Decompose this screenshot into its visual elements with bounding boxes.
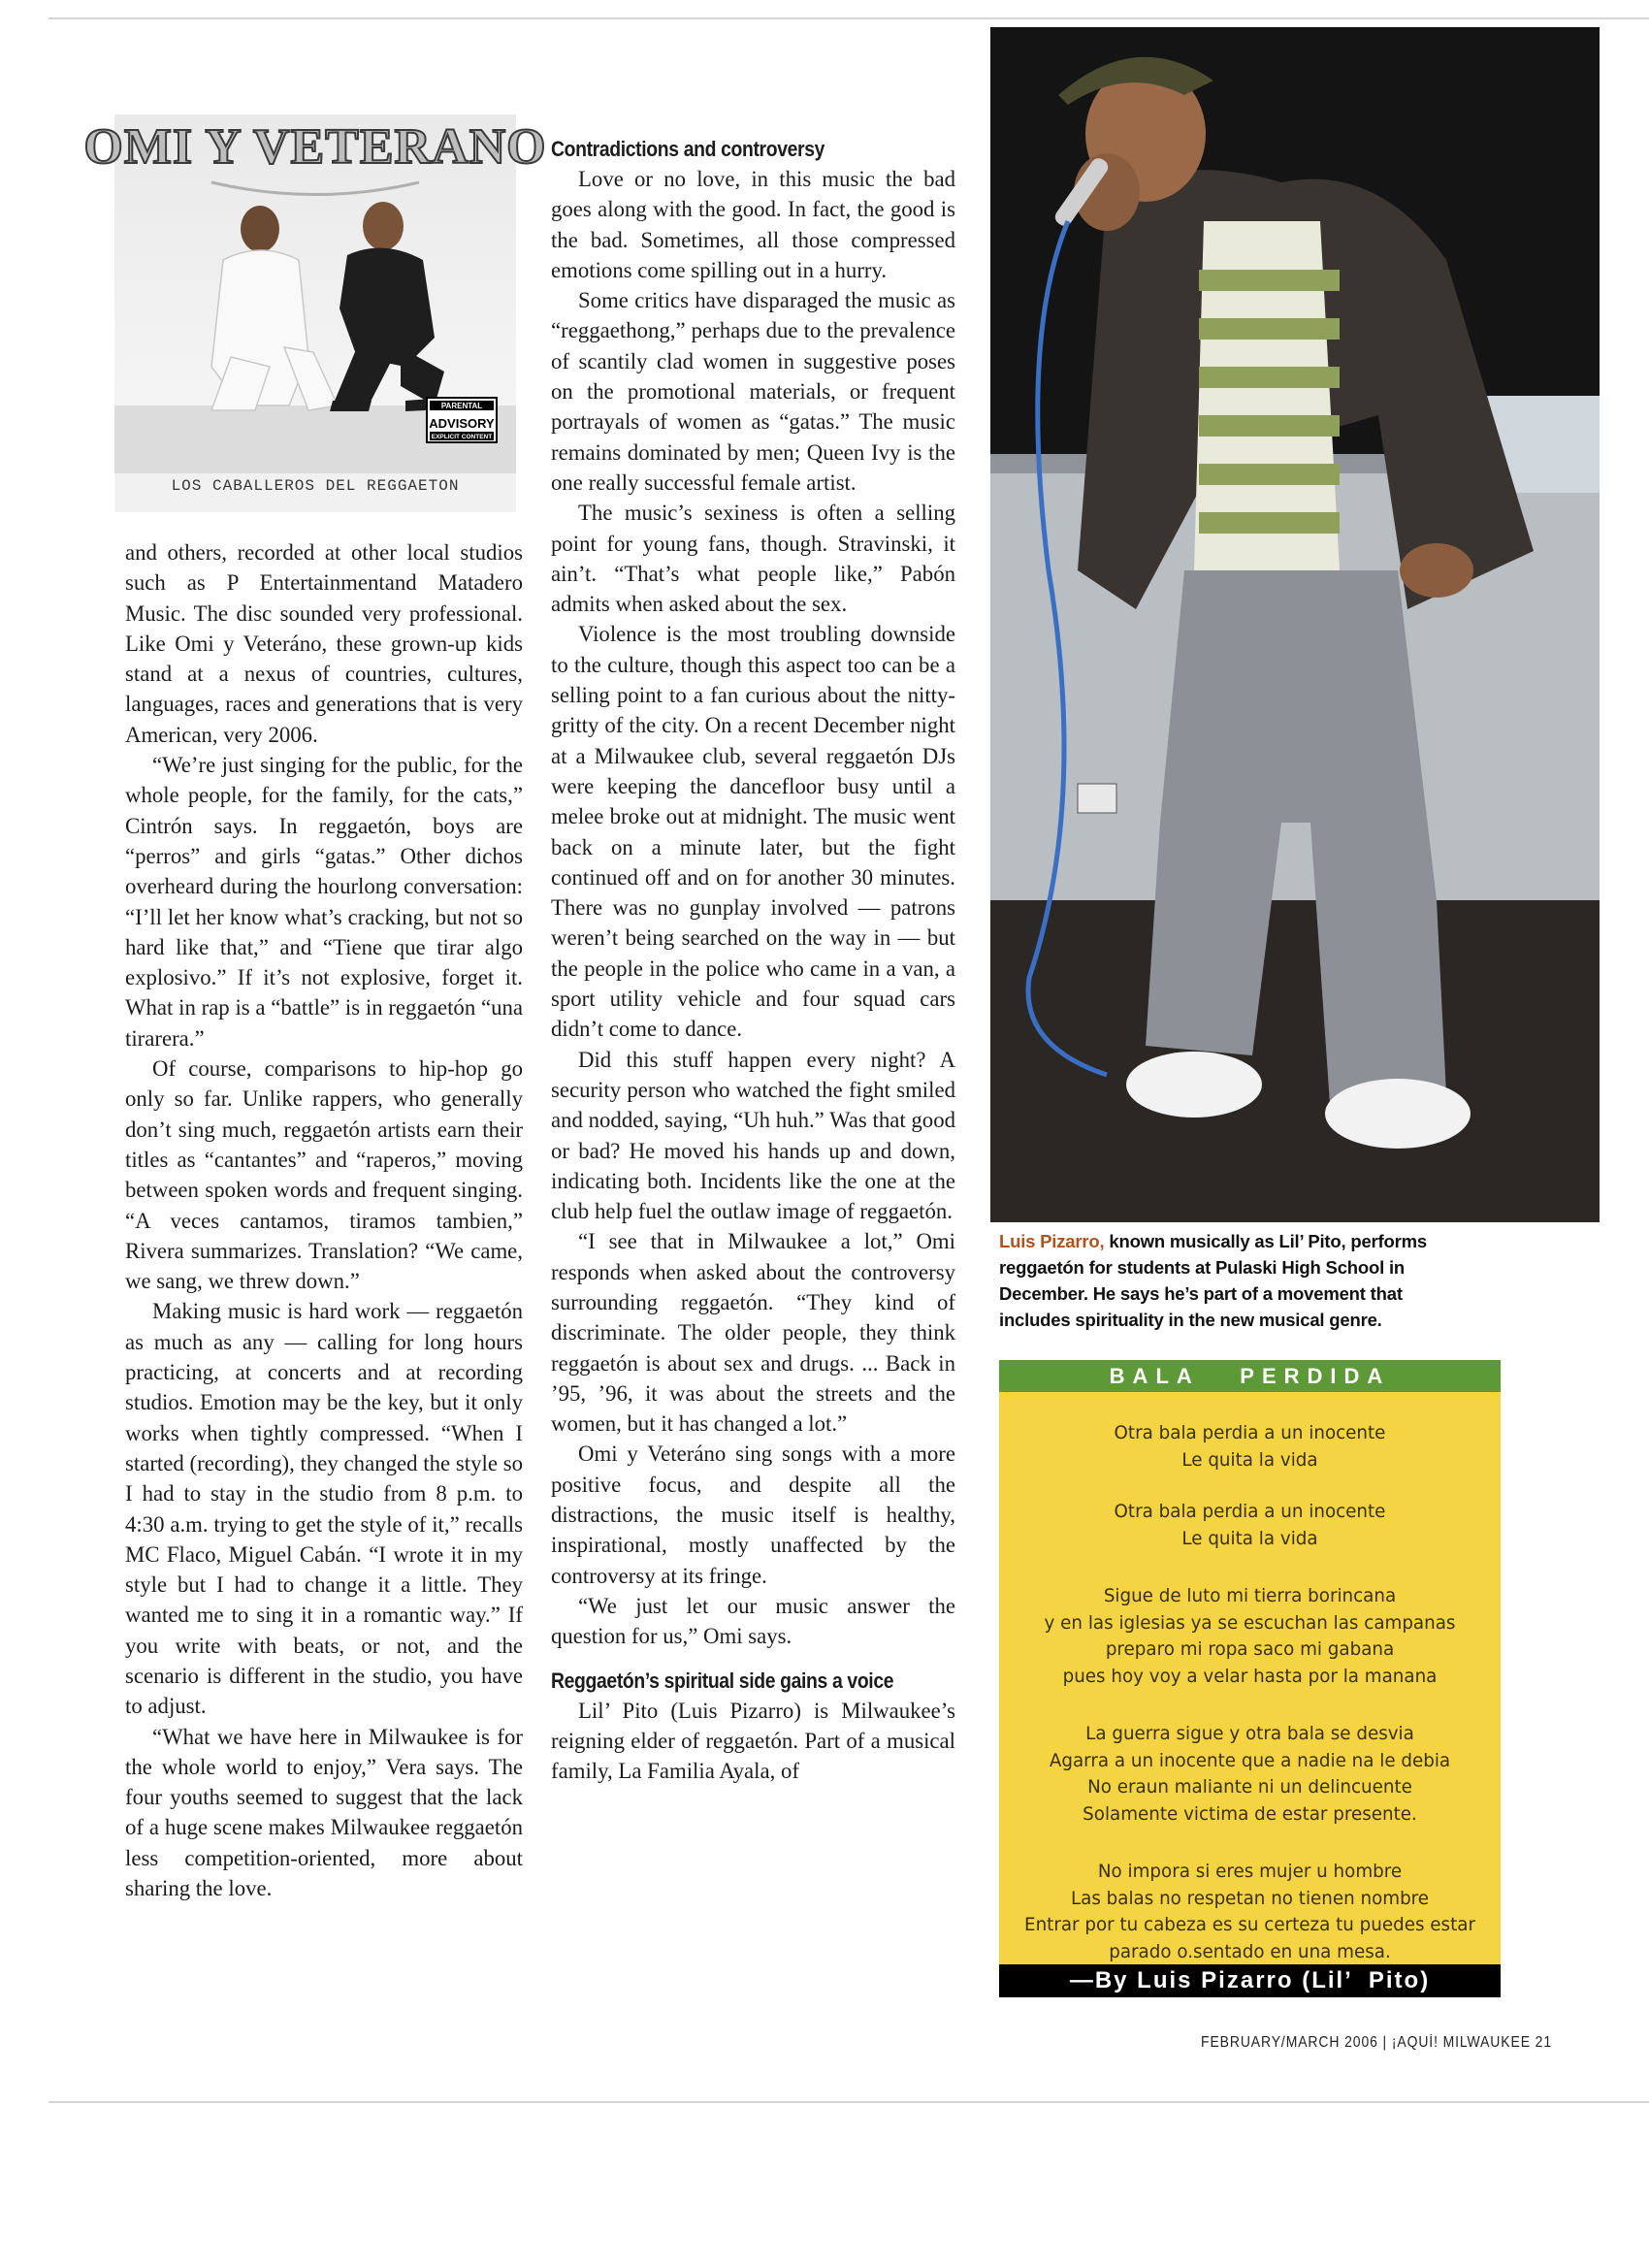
section-heading-spiritual: Reggaetón’s spiritual side gains a voice [551, 1668, 894, 1693]
lyric-line: Sigue de luto mi tierra borincana [1103, 1586, 1397, 1606]
lyric-line: Las balas no respetan no tienen nombre [1070, 1888, 1430, 1909]
svg-text:PARENTAL: PARENTAL [440, 402, 483, 410]
lyric-line: y en las iglesias ya se escuchan las campanas [1044, 1612, 1456, 1634]
paragraph: and others, recorded at other local studios such as P Entertainmentand Matadero Music. The disc sounded very professional. Like Omi y Veteráno, these grown-up kids stand at a nexus of countries, cultures, languages, races and generations that is very American, very 2006. [125, 540, 523, 747]
photo-caption [999, 1228, 1455, 1333]
lyric-line: No impora si eres mujer u hombre [1097, 1862, 1403, 1882]
lyric-line: preparo mi ropa saco mi gabana [1105, 1639, 1395, 1660]
paragraph: Lil’ Pito (Luis Pizarro) is Milwaukee’s reigning elder of reggaetón. Part of a musical family, La Familia Ayala, of [551, 1698, 955, 1784]
lyric-line: pues hoy voy a velar hasta por la manana [1062, 1666, 1438, 1687]
sidebar-byline: —By Luis Pizarro (Lil’ Pito) [999, 1964, 1501, 1997]
article-column-1 [125, 537, 523, 1903]
svg-text:ADVISORY: ADVISORY [429, 416, 495, 431]
performer-photo [990, 27, 1600, 1222]
lyric-line: Agarra a un inocente que a nadie na le debia [1049, 1750, 1451, 1771]
caption-name: Luis Pizarro, [999, 1231, 1105, 1251]
lyric-line: No eraun maliante ni un delincuente [1087, 1777, 1412, 1798]
parental-advisory-label [427, 398, 497, 442]
lyric-line: La guerra sigue y otra bala se desvia [1085, 1724, 1414, 1744]
sidebar-title: BALA PERDIDA [999, 1360, 1501, 1392]
caption-text: known musically as Lil’ Pito, performs reggaetón for students at Pulaski High School in December. He says he’s part of a movement that includes spirituality in the new musical genre. [999, 1231, 1427, 1330]
lyrics-stanza [999, 1583, 1501, 1690]
lyric-line: Le quita la vida [1181, 1528, 1318, 1549]
album-cover-image [83, 114, 547, 512]
lyric-line: Entrar por tu cabeza es su certeza tu puedes estar [1024, 1915, 1475, 1935]
paragraph: “We just let our music answer the question for us,” Omi says. [551, 1593, 955, 1649]
scan-bottom-edge [48, 2101, 1649, 2103]
scan-top-edge [48, 17, 1649, 19]
section-heading-contradictions: Contradictions and controversy [551, 137, 825, 161]
album-cover-art [83, 114, 547, 473]
paragraph: Making music is hard work — reggaetón as much as any — calling for long hours practicing, at concerts and at recording studios. Emotion may be the key, but it only works when tightly compressed. “When I started (recording), they changed the style so I had to stay in the studio from 8 p.m. to 4:30 a.m. trying to get the style of it,” recalls MC Flaco, Miguel Cabán. “I wrote it in my style but I had to change it a little. They wanted me to sing it in a romantic way.” If you write with beats, or not, and the scenario is different in the studio, you have to adjust. [125, 1299, 523, 1719]
performer-photo-art [990, 27, 1600, 1222]
article-column-2 [551, 137, 955, 1786]
paragraph: The music’s sexiness is often a selling point for young fans, though. Stravinski, it ain’t. “That’s what people like,” Pabón admits when asked about the sex. [551, 501, 955, 617]
paragraph: “What we have here in Milwaukee is for the whole world to enjoy,” Vera says. The four youths seemed to suggest that the lack of a huge scene makes Milwaukee reggaetón less competition-oriented, more about sharing the love. [125, 1724, 523, 1901]
paragraph: Love or no love, in this music the bad goes along with the good. In fact, the good is the bad. Sometimes, all those compressed emotions come spilling out in a hurry. [551, 167, 955, 282]
lyrics-stanza [999, 1721, 1501, 1828]
lyrics-sidebar [999, 1360, 1501, 1997]
paragraph: Omi y Veteráno sing songs with a more positive focus, and despite all the distractions, the music itself is healthy, inspirational, mostly unaffected by the controversy at its fringe. [551, 1442, 955, 1588]
lyrics-stanza [999, 1420, 1501, 1474]
lyrics-stanza [999, 1859, 1501, 1965]
paragraph: Violence is the most troubling downside to the culture, though this aspect too can be a selling point to a fan curious about the nitty-gritty of the city. On a recent December night at a Milwaukee club, several reggaetón DJs were keeping the dancefloor busy until a melee broke out at midnight. The music went back on a minute later, but the fight continued off and on for another 30 minutes. There was no gunplay involved — patrons weren’t being searched on the way in — but the people in the police who came in a van, a sport utility vehicle and four squad cars didn’t come to dance. [551, 622, 955, 1042]
paragraph: Some critics have disparaged the music as “reggaethong,” perhaps due to the prevalence of scantily clad women in suggestive poses on the promotional materials, or frequent portrayals of women as “gatas.” The music remains dominated by men; Queen Ivy is the one really successful female artist. [551, 288, 955, 495]
lyric-line: Solamente victima de estar presente. [1083, 1803, 1417, 1825]
svg-text:EXPLICIT CONTENT: EXPLICIT CONTENT [431, 434, 493, 440]
paragraph: “We’re just singing for the public, for the whole people, for the family, for the cats,” Cintrón says. In reggaetón, boys are “perros” and girls “gatas.” Other dichos overheard during the hourlong conversation: “I’ll let her know what’s cracking, but not so hard like that,” and “Tiene que tirar algo explosivo.” If it’s not explosive, forget it. What in rap is a “battle” is in reggaetón “una tirarera.” [125, 753, 523, 1051]
lyric-line: parado o.sentado en una mesa. [1109, 1941, 1391, 1962]
paragraph: “I see that in Milwaukee a lot,” Omi responds when asked about the controversy surrounding reggaetón. “They kind of discriminate. The older people, they think reggaetón is about sex and drugs. ... Back in ’95, ’96, it was about the streets and the women, but it has changed a lot.” [551, 1229, 955, 1437]
lyric-line: Le quita la vida [1181, 1449, 1318, 1471]
lyric-line: Otra bala perdia a un inocente [1114, 1502, 1386, 1522]
lyrics-stanza [999, 1499, 1501, 1552]
album-title: OMI Y VETERANO [83, 119, 547, 175]
page-footer: FEBRUARY/MARCH 2006 | ¡AQUÍ! MILWAUKEE 21 [1201, 2034, 1552, 2051]
paragraph: Of course, comparisons to hip-hop go only so far. Unlike rappers, who generally don’t sing much, reggaetón artists earn their titles as “cantantes” and “raperos,” moving between spoken words and frequent singing. “A veces cantamos, tiramos tambien,” Rivera summarizes. Translation? “We came, we sang, we threw down.” [125, 1056, 523, 1294]
lyrics [999, 1420, 1501, 1991]
album-subtitle: LOS CABALLEROS DEL REGGAETON [171, 477, 460, 495]
lyric-line: Otra bala perdia a un inocente [1114, 1423, 1386, 1443]
paragraph: Did this stuff happen every night? A security person who watched the fight smiled and nodded, saying, “Uh huh.” Was that good or bad? He moved his hands up and down, indicating both. Incidents like the one at the club help fuel the outlaw image of reggaetón. [551, 1047, 955, 1224]
